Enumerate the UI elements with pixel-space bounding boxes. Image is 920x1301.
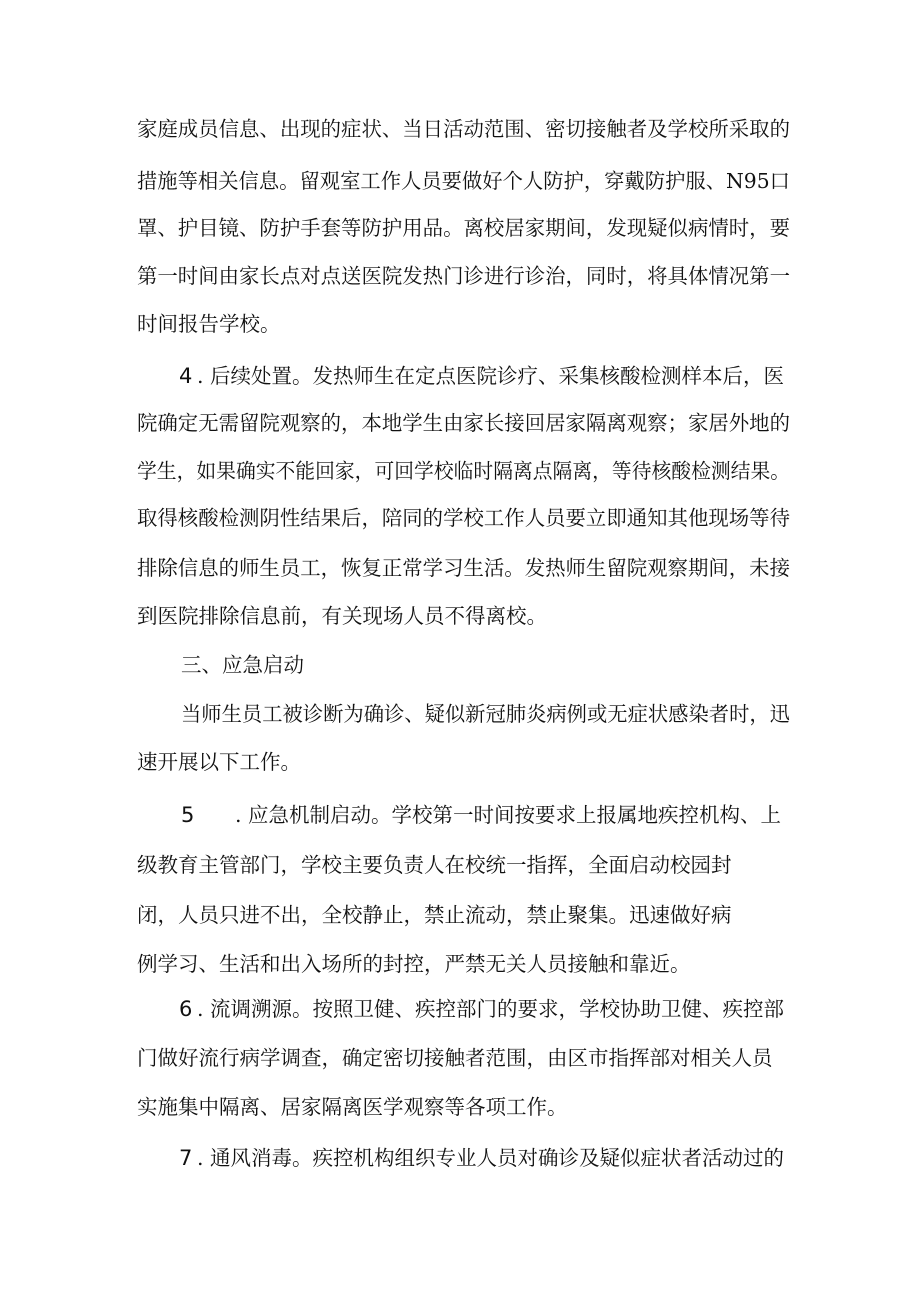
text-line (0, 210, 920, 246)
text-line (0, 405, 920, 441)
text-line (0, 744, 920, 780)
line-text: 门做好流行病学调查，确定密切接触者范围，由区市指挥部对相关人员 (137, 1046, 773, 1070)
line-text: 第一时间由家长点对点送医院发热门诊进行诊治，同时，将具体情况第一 (137, 264, 790, 288)
text-line (0, 598, 920, 634)
item-number: 6 (179, 997, 193, 1021)
text-line (0, 111, 920, 147)
line-text: 取得核酸检测阴性结果后，陪同的学校工作人员要立即通知其他现场等待 (137, 506, 790, 530)
text-line (0, 453, 920, 489)
line-text: 时间报告学校。 (137, 312, 281, 336)
line-text: . 后续处置。发热师生在定点医院诊疗、采集核酸检测样本后，医 (197, 364, 785, 388)
text-line (0, 797, 920, 833)
line-text: 速开展以下工作。 (137, 750, 301, 774)
line-text: . 应急机制启动。学校第一时间按要求上报属地疾控机构、上 (235, 803, 782, 827)
text-line (0, 696, 920, 732)
line-text: 级教育主管部门，学校主要负责人在校统一指挥，全面启动校园封 (137, 853, 732, 877)
line-text: 例学习、生活和出入场所的封控，严禁无关人员接触和靠近。 (137, 952, 691, 976)
text-line (0, 946, 920, 982)
heading-text: 三、应急启动 (181, 653, 304, 677)
line-text: . 流调溯源。按照卫健、疾控部门的要求，学校协助卫健、疾控部 (197, 997, 785, 1021)
line-text: 家庭成员信息、出现的症状、当日活动范围、密切接触者及学校所采取的 (137, 117, 790, 141)
text-line (0, 306, 920, 342)
text-line (0, 1040, 920, 1076)
line-text: 闭，人员只进不出，全校静止，禁止流动，禁止聚集。迅速做好病 (137, 903, 732, 927)
text-line (0, 897, 920, 933)
line-text: 学生，如果确实不能回家，可回学校临时隔离点隔离，等待核酸检测结果。 (137, 459, 791, 483)
line-text: 院确定无需留院观察的，本地学生由家长接回居家隔离观察；家居外地的 (137, 411, 790, 435)
text-line (0, 500, 920, 536)
line-text: 罩、护目镜、防护手套等防护用品。离校居家期间，发现疑似病情时，要 (137, 216, 790, 240)
line-text: 措施等相关信息。留观室工作人员要做好个人防护，穿戴防护服、N95口 (137, 169, 790, 193)
item-number: 7 (179, 1146, 193, 1170)
text-line (0, 1089, 920, 1125)
item-number: 5 (181, 803, 195, 827)
text-line (0, 163, 920, 199)
text-line (0, 847, 920, 883)
text-line (0, 991, 920, 1027)
line-text: 到医院排除信息前，有关现场人员不得离校。 (137, 604, 547, 628)
text-line (0, 258, 920, 294)
text-line (0, 358, 920, 394)
line-text: . 通风消毒。疾控机构组织专业人员对确诊及疑似症状者活动过的 (197, 1146, 785, 1170)
line-text: 当师生员工被诊断为确诊、疑似新冠肺炎病例或无症状感染者时，迅 (181, 702, 790, 726)
item-number: 4 (179, 364, 193, 388)
line-text: 实施集中隔离、居家隔离医学观察等各项工作。 (137, 1095, 568, 1119)
text-line (0, 550, 920, 586)
text-line (0, 1140, 920, 1176)
line-text: 排除信息的师生员工，恢复正常学习生活。发热师生留院观察期间，未接 (137, 556, 790, 580)
section-heading (0, 647, 920, 683)
